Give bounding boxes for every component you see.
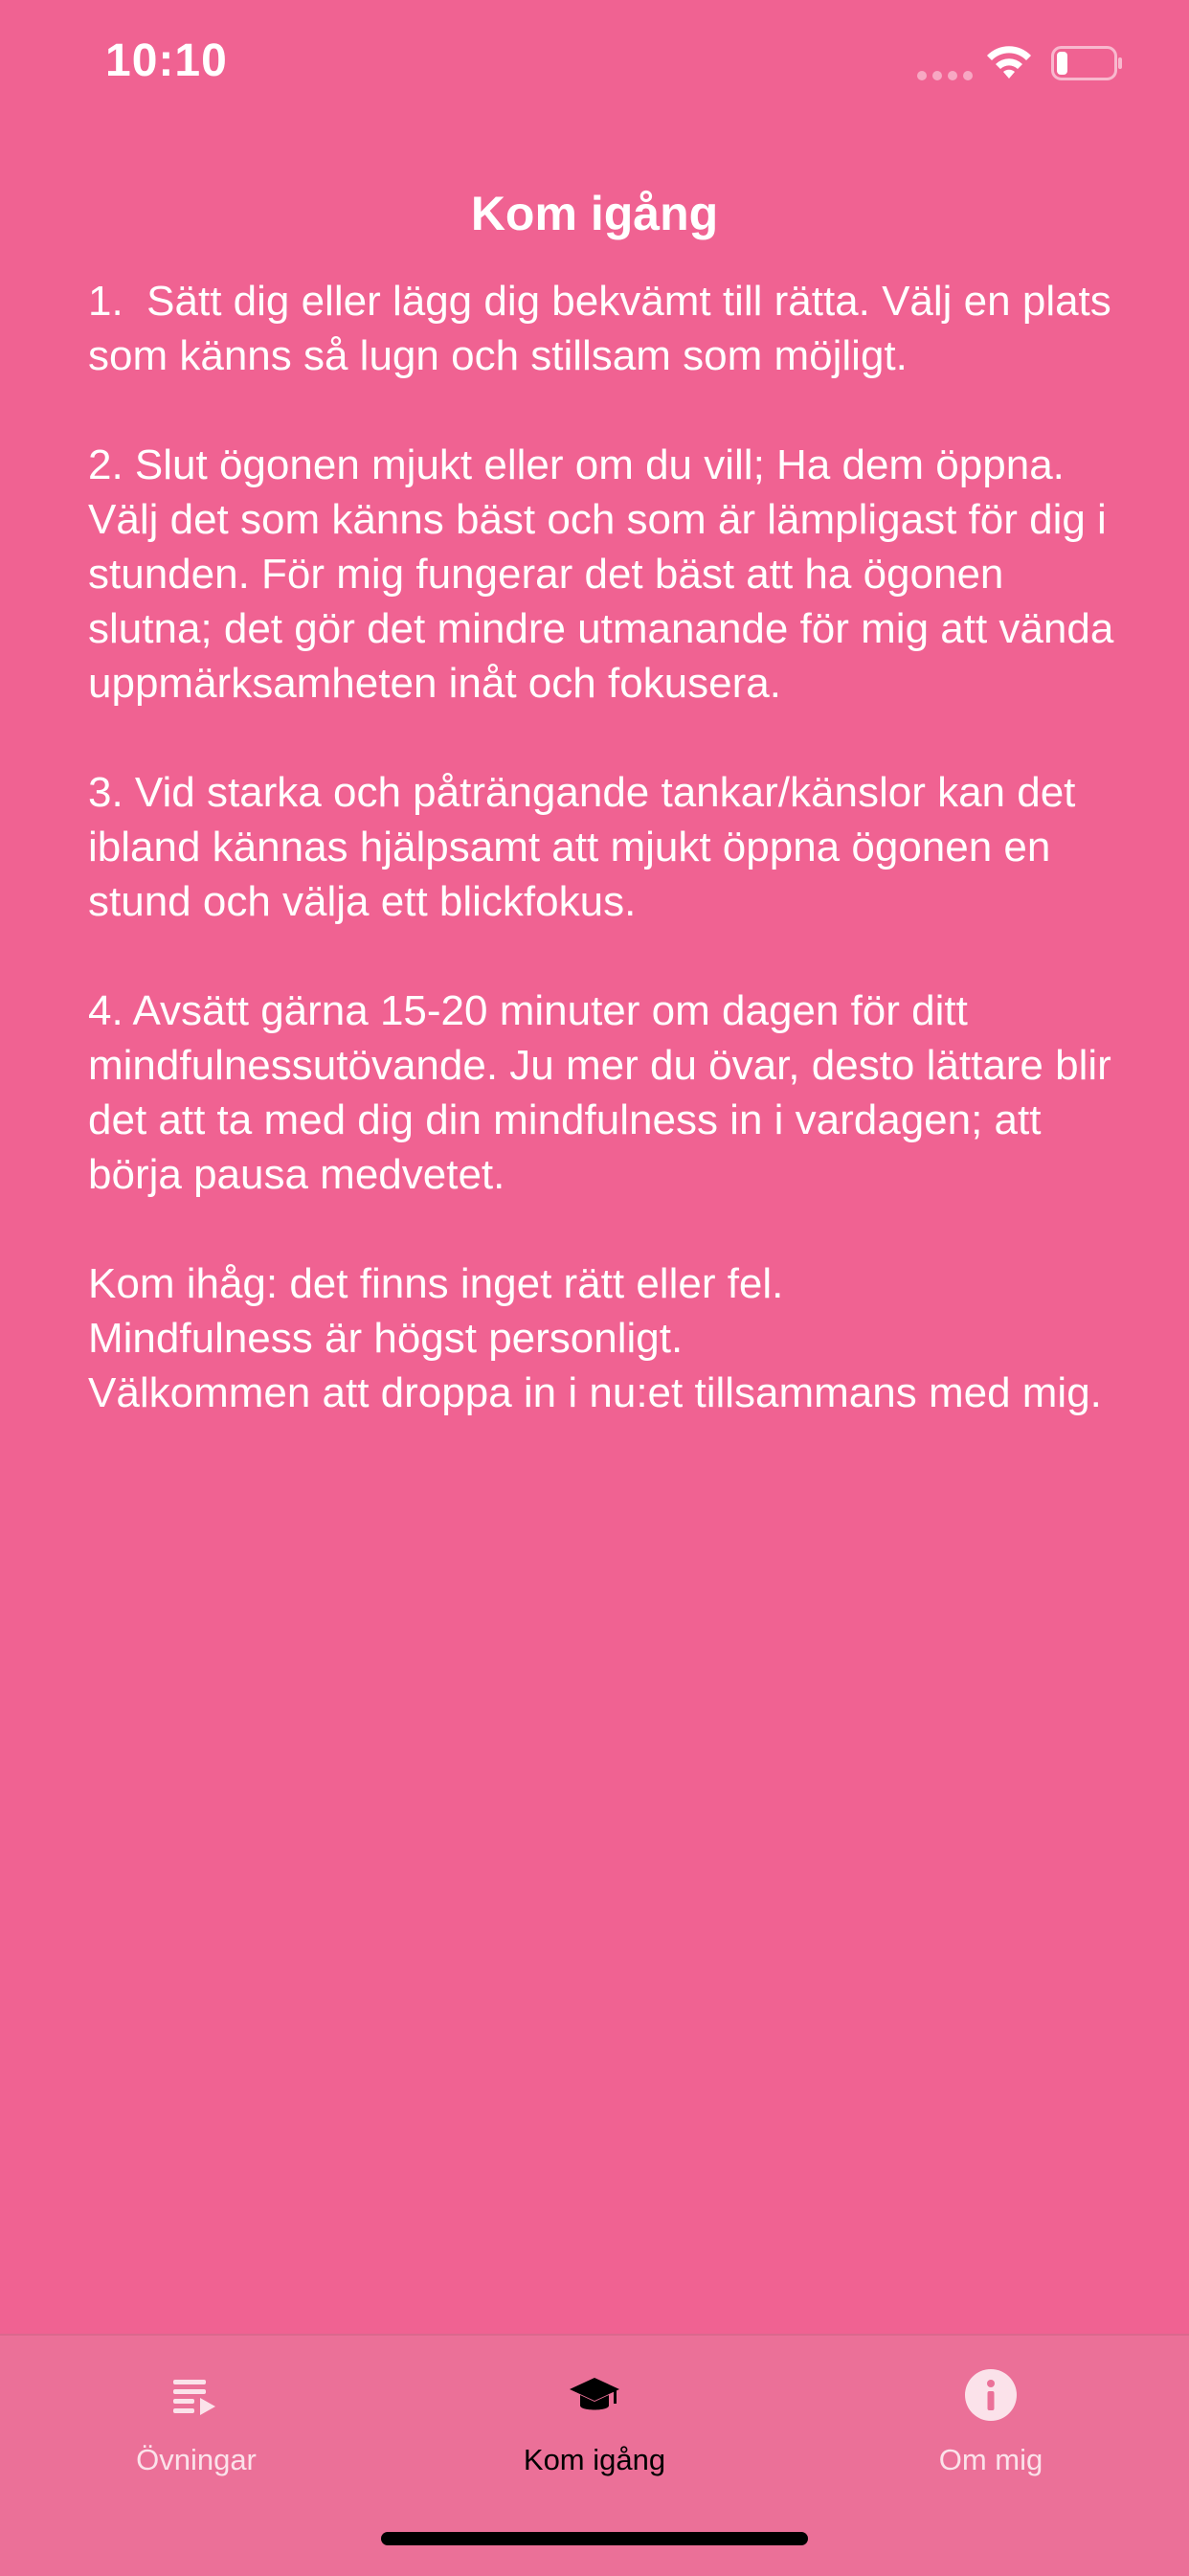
page-title: Kom igång [470,187,719,240]
tab-label: Kom igång [523,2443,666,2476]
instruction-paragraph: 3. Vid starka och påträngande tankar/känslor kan det ibland kännas hjälpsamt att mjukt öppna ögonen en stund och välja ett blickfokus. [88,769,1088,925]
status-time: 10:10 [105,35,228,86]
tab-label: Övningar [136,2443,257,2476]
playlist-play-icon [168,2366,225,2424]
closing-paragraph: Kom ihåg: det finns inget rätt eller fel. Mindfulness är högst personligt. Välkommen att droppa in i nu:et tillsammans med mig. [88,1260,1102,1416]
tab-ovningar[interactable] [53,2366,340,2510]
cellular-signal-icon [917,71,973,80]
instruction-paragraph: 2. Slut ögonen mjukt eller om du vill; Ha dem öppna. Välj det som känns bäst och som är lämpligast för dig i stunden. För mig fungerar det bäst att ha ögonen slutna; det gör det mindre utmanande för mig att vända uppmärksamheten inåt och fokusera. [88,441,1126,707]
instruction-paragraph: 4. Avsätt gärna 15-20 minuter om dagen för ditt mindfulnessutövande. Ju mer du övar, desto lättare blir det att ta med dig din mindfulness in i vardagen; att börja pausa medvetet. [88,987,1124,1198]
info-icon [962,2366,1020,2424]
instruction-paragraph: 1. Sätt dig eller lägg dig bekvämt till rätta. Välj en plats som känns så lugn och stillsam som möjligt. [88,278,1124,379]
home-indicator[interactable] [381,2532,808,2545]
tab-label: Om mig [938,2443,1043,2476]
status-bar [0,0,1189,124]
tab-kom-igang[interactable] [451,2366,738,2510]
graduation-cap-icon [566,2366,623,2424]
tab-om-mig[interactable] [847,2366,1134,2510]
instructions-text [88,274,1126,1420]
wifi-icon [984,44,1034,82]
battery-icon [1051,46,1124,80]
